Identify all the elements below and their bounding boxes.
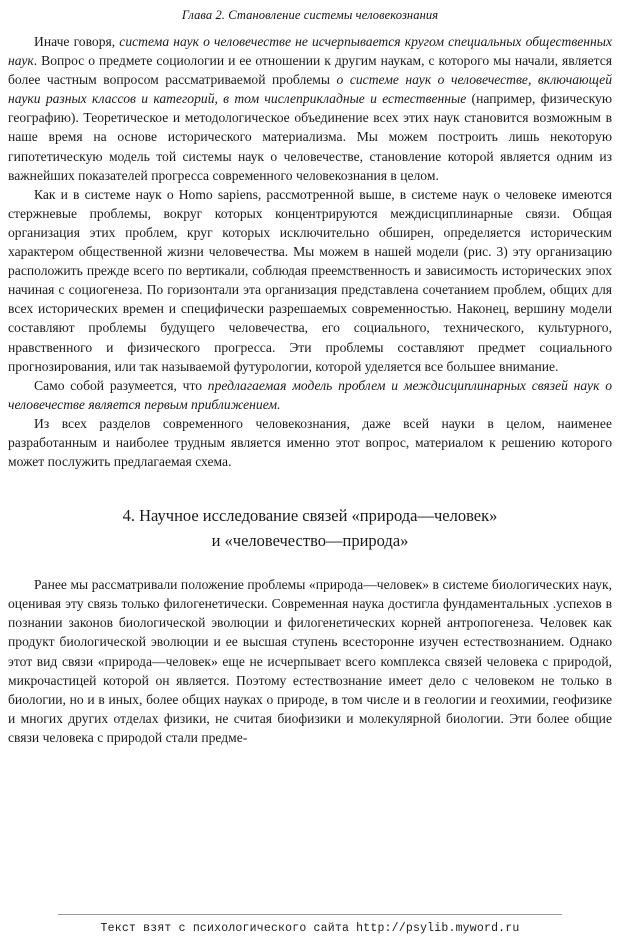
running-head: Глава 2. Становление системы человекознания [181,8,439,22]
text-run: Из всех разделов современного человекознания, даже всей науки в целом, наименее разработанным и наиболее трудным является именно этот вопрос, материалом к решению которого может послужить предлагаемая схема. [8,415,612,470]
paragraph-4 [8,414,612,471]
paragraph-5 [8,575,612,747]
text-run: (например, физическую географию). Теоретическое и методологическое объединение всех этих наук становится возможным в наше время на основе исторического материализма. Мы можем построить лишь некоторую гипотетическую модель той системы наук о человечестве, становление которой является одним из важнейших показателей прогресса современного человекознания в целом. [8,91,613,183]
section-heading-line-2: и «человечество—природа» [211,531,409,551]
text-run-italic: прикладные и естественные [296,91,467,107]
paragraph-2 [8,185,612,376]
paragraph-1 [8,32,612,185]
text-run: Как и в системе наук о Homo sapiens, рассмотренной выше, в системе наук о человеке имеются стержневые проблемы, вокруг которых концентрируются междисциплинарные связи. Общая организация этих проблем, круг которых исключительно обширен, определяется историческим характером общественной жизни человечества. Мы можем в нашей модели (рис. 3) эту организацию расположить прежде всего по вертикали, соблюдая преемственность и зависимость исторических эпох начиная с социогенеза. По горизонтали эта организация представлена сочетанием проблем, общих для всех исторических времен и специфически разрешаемых современностью. Наконец, вершину модели составляют проблемы будущего человечества, его социального, технического, культурного, нравственного и физического прогресса. Эти проблемы составляют предмет социального прогнозирования, или так называемой футурологии, которой уделяется все большее внимание. [8,186,612,374]
text-run: Иначе говоря, [34,34,120,49]
text-run-italic: предлагаемая модель проблем и междисциплинарных связей наук о человечестве является первым приближением. [8,377,612,412]
text-run: Само собой разумеется, что [34,377,208,393]
text-run: . Вопрос о предмете социологии и ее отношении к другим наукам, с которого мы начали, является более частным вопросом рассматриваемой проблемы [8,53,612,88]
paragraph-3 [8,376,612,414]
text-run-italic: система наук о человечестве не исчерпывается кругом специальных общественных наук [8,34,612,69]
footer-note: Текст взят с психологического сайта http://psylib.myword.ru [100,922,520,935]
footer-divider [58,914,562,915]
section-heading-line-1: 4. Научное исследование связей «природа—человек» [122,506,498,526]
text-run-italic: о системе наук о человечестве, включающей науки разных классов и категорий, в том числе [8,72,613,107]
page-content [8,32,612,747]
section-heading [8,503,612,553]
text-run: Ранее мы рассматривали положение проблемы «природа—человек» в системе биологических наук, оценивая эту связь только филогенетически. Современная наука достигла фундаментальных .успехов в познании законов биологической эволюции и филогенетических корней антропогенеза. Человек как продукт биологической эволюции и ее высшая ступень всесторонне изучен естествознанием. Однако этот вид связи «природа—человек» еще не исчерпывает всего комплекса связей человека с природой, микрочастицей которой он является. Поэтому естествознание имеет дело с человеком не только в биологии, но и в иных, более общих науках о природе, в том числе и в геологии и геохимии, геофизике и многих других отделах физики, не считая биофизики и молекулярной биологии. Эти более общие связи человека с природой стали предме- [8,577,612,745]
